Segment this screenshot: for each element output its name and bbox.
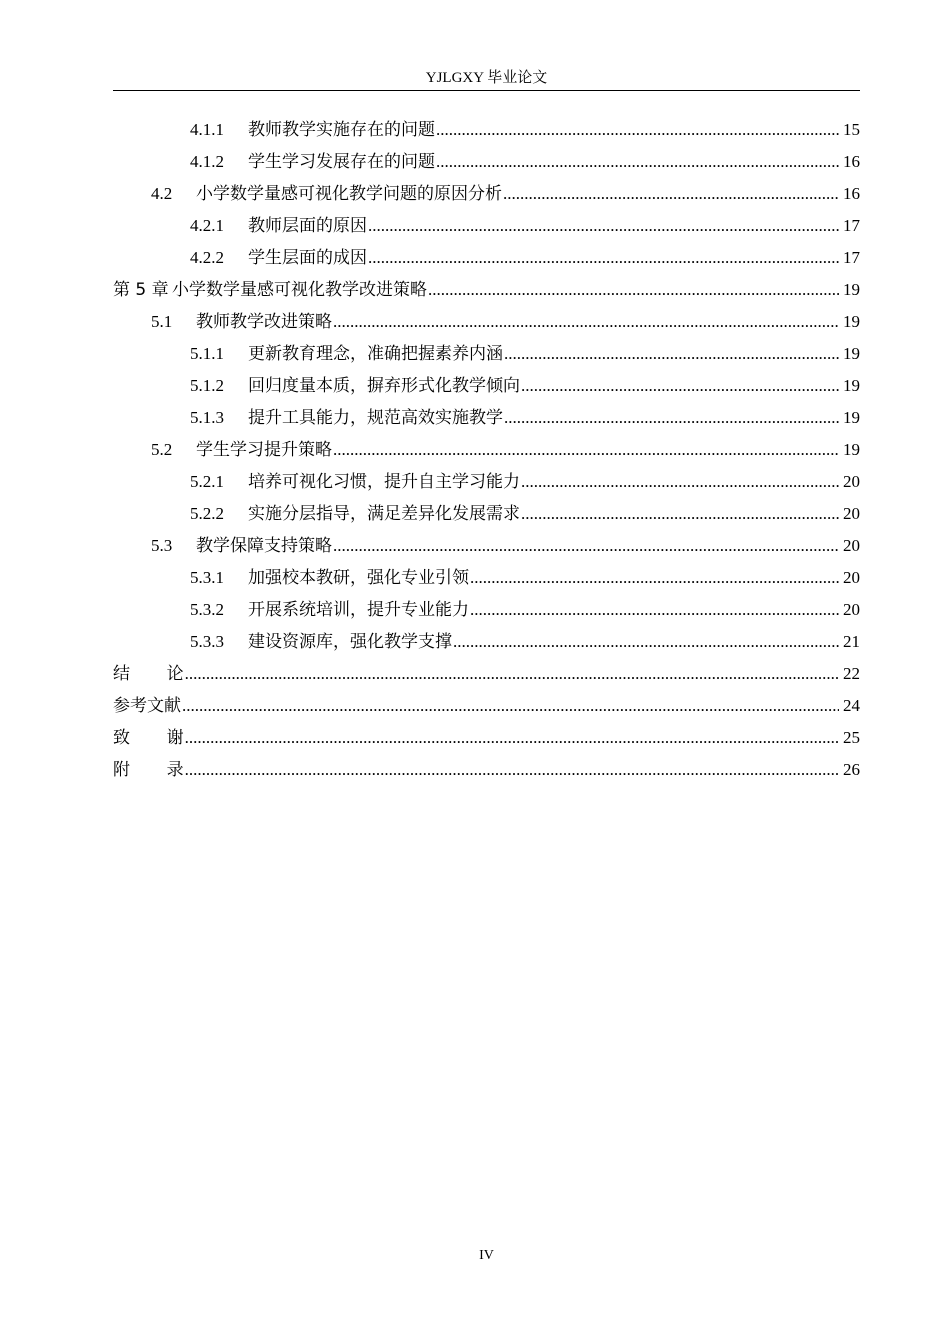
header-rule [113,90,860,91]
toc-entry-title: 学生学习发展存在的问题 [248,152,435,171]
toc-entry-title: 建设资源库，强化教学支撑 [248,632,452,651]
toc-entry-page: 19 [843,376,860,395]
toc-entry-number: 5.1.1 [190,344,224,363]
toc-entry[interactable] [113,690,860,722]
toc-entry[interactable] [113,370,860,402]
toc-entry-title: 培养可视化习惯，提升自主学习能力 [248,472,520,491]
toc-entry-page: 16 [843,152,860,171]
toc-entry-number: 5.3 [151,536,173,555]
page-number: IV [479,1248,494,1263]
toc-entry[interactable] [113,210,860,242]
toc-entry-page: 25 [843,728,860,747]
toc-entry-page: 20 [843,504,860,523]
toc-entry-page: 17 [843,216,860,235]
toc-entry-number: 4.2 [151,184,173,203]
toc-entry-title: 参考文献 [113,696,181,716]
toc-entry-page: 16 [843,184,860,203]
toc-entry[interactable] [113,338,860,370]
toc-entry-page: 17 [843,248,860,267]
toc-entry-title: 小学数学量感可视化教学改进策略 [172,280,427,300]
toc-entry-page: 26 [843,760,860,779]
toc-entry-number: 4.2.1 [190,216,224,235]
toc-entry-title: 回归度量本质，摒弃形式化教学倾向 [248,376,520,395]
toc-entry-title: 实施分层指导，满足差异化发展需求 [248,504,520,523]
toc-dot-leader [453,626,839,658]
toc-entry-page: 19 [843,312,860,331]
toc-entry-page: 19 [843,280,860,299]
table-of-contents [113,114,860,786]
toc-entry-page: 15 [843,120,860,139]
toc-dot-leader [504,338,839,370]
toc-entry[interactable] [113,114,860,146]
toc-entry-page: 20 [843,536,860,555]
toc-dot-leader [333,530,839,562]
toc-entry[interactable] [113,754,860,786]
toc-entry[interactable] [113,530,860,562]
toc-dot-leader [504,402,839,434]
toc-entry-number: 5.1.3 [190,408,224,427]
toc-entry-number: 4.2.2 [190,248,224,267]
toc-entry[interactable] [113,722,860,754]
toc-dot-leader [436,114,839,146]
toc-entry-page: 22 [843,664,860,683]
toc-entry-title: 小学数学量感可视化教学问题的原因分析 [196,184,502,203]
toc-entry[interactable] [113,402,860,434]
toc-entry-number: 5.2.1 [190,472,224,491]
toc-dot-leader [521,498,839,530]
toc-entry[interactable] [113,466,860,498]
toc-entry-number: 4.1.1 [190,120,224,139]
toc-dot-leader [470,562,839,594]
toc-entry[interactable] [113,594,860,626]
toc-dot-leader [185,754,839,786]
toc-entry-page: 19 [843,408,860,427]
toc-entry-number: 5.3.2 [190,600,224,619]
toc-entry-page: 19 [843,440,860,459]
toc-entry-title: 提升工具能力，规范高效实施教学 [248,408,503,427]
toc-entry-page: 24 [843,696,860,715]
toc-entry[interactable] [113,274,860,306]
toc-dot-leader [185,658,839,690]
toc-entry-title: 教学保障支持策略 [196,536,332,555]
toc-entry-number: 5.2.2 [190,504,224,523]
toc-entry-number: 5.1 [151,312,173,331]
toc-entry-page: 20 [843,472,860,491]
toc-entry[interactable] [113,242,860,274]
toc-dot-leader [428,274,839,306]
toc-entry-page: 19 [843,344,860,363]
toc-entry[interactable] [113,658,860,690]
toc-entry-title: 开展系统培训，提升专业能力 [248,600,469,619]
toc-entry-page: 20 [843,568,860,587]
toc-dot-leader [368,242,839,274]
toc-entry-title: 更新教育理念，准确把握素养内涵 [248,344,503,363]
toc-dot-leader [333,306,839,338]
toc-entry[interactable] [113,434,860,466]
toc-dot-leader [470,594,839,626]
toc-dot-leader [503,178,839,210]
toc-entry-title: 学生学习提升策略 [196,440,332,459]
toc-entry-number: 5.1.2 [190,376,224,395]
toc-entry-title: 加强校本教研，强化专业引领 [248,568,469,587]
toc-entry-number: 5.3.1 [190,568,224,587]
toc-entry-page: 21 [843,632,860,651]
toc-entry-page: 20 [843,600,860,619]
page-header: YJLGXY 毕业论文 [425,70,548,86]
toc-entry-number: 5.2 [151,440,173,459]
toc-entry[interactable] [113,306,860,338]
toc-dot-leader [521,370,839,402]
toc-entry[interactable] [113,178,860,210]
toc-entry-title: 致谢 [113,728,184,748]
toc-entry-number: 5.3.3 [190,632,224,651]
toc-dot-leader [333,434,839,466]
toc-dot-leader [368,210,839,242]
toc-dot-leader [436,146,839,178]
toc-entry[interactable] [113,626,860,658]
toc-entry-number: 4.1.2 [190,152,224,171]
toc-entry[interactable] [113,562,860,594]
toc-entry[interactable] [113,146,860,178]
toc-entry-title: 学生层面的成因 [248,248,367,267]
toc-entry-title: 教师教学改进策略 [196,312,332,331]
toc-entry-title: 附录 [113,760,184,780]
toc-dot-leader [182,690,839,722]
toc-entry-title: 教师教学实施存在的问题 [248,120,435,139]
toc-dot-leader [521,466,839,498]
toc-entry-title: 教师层面的原因 [248,216,367,235]
toc-entry-number: 第 5 章 [113,280,169,300]
toc-dot-leader [185,722,839,754]
toc-entry-title: 结论 [113,664,184,684]
toc-entry[interactable] [113,498,860,530]
